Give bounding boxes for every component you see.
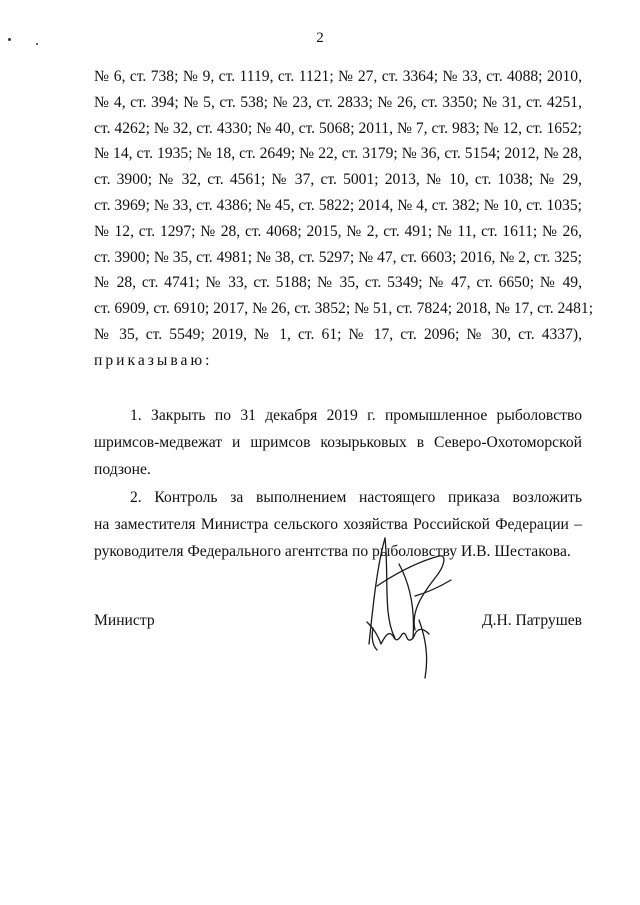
citation-line: ст. 3900; № 32, ст. 4561; № 37, ст. 5001; 2013, № 10, ст. 1038; № 29, bbox=[94, 171, 582, 189]
order-word: приказываю: bbox=[94, 351, 213, 369]
order-item-line: руководителя Федерального агентства по рыболовству И.В. Шестакова. bbox=[94, 543, 571, 560]
citation-line: № 6, ст. 738; № 9, ст. 1119, ст. 1121; № 27, ст. 3364; № 33, ст. 4088; 2010, bbox=[94, 68, 582, 85]
citation-line: ст. 6909, ст. 6910; 2017, № 26, ст. 3852; № 51, ст. 7824; 2018, № 17, ст. 2481; bbox=[94, 300, 594, 318]
handwritten-signature bbox=[355, 526, 465, 686]
order-item-line: 2. Контроль за выполнением настоящего приказа возложить bbox=[130, 489, 582, 506]
order-item-line: подзоне. bbox=[94, 461, 151, 478]
citation-line: ст. 4262; № 32, ст. 4330; № 40, ст. 5068; 2011, № 7, ст. 983; № 12, ст. 1652; bbox=[94, 119, 582, 137]
citation-line: № 28, ст. 4741; № 33, ст. 5188; № 35, ст. 5349; № 47, ст. 6650; № 49, bbox=[94, 274, 582, 292]
order-item-line: на заместителя Министра сельского хозяйства Российской Федерации – bbox=[94, 516, 582, 533]
page-number: 2 bbox=[316, 30, 324, 46]
order-item-1 bbox=[94, 402, 582, 483]
signature-block bbox=[0, 520, 640, 700]
order-item-line: шримсов-медвежат и шримсов козырьковых в Северо-Охотоморской bbox=[94, 434, 582, 451]
citation-line: № 35, ст. 5549; 2019, № 1, ст. 61; № 17, ст. 2096; № 30, ст. 4337), bbox=[94, 325, 582, 343]
signatory-title: Министр bbox=[94, 612, 155, 629]
signatory-name: Д.Н. Патрушев bbox=[481, 612, 582, 629]
legal-citations bbox=[94, 64, 594, 374]
citation-line: ст. 3969; № 33, ст. 4386; № 45, ст. 5822; 2014, № 4, ст. 382; № 10, ст. 1035; bbox=[94, 196, 582, 214]
citation-line: № 14, ст. 1935; № 18, ст. 2649; № 22, ст. 3179; № 36, ст. 5154; 2012, № 28, bbox=[94, 145, 582, 163]
order-item-line: 1. Закрыть по 31 декабря 2019 г. промышленное рыболовство bbox=[130, 407, 582, 424]
citation-line: № 4, ст. 394; № 5, ст. 538; № 23, ст. 2833; № 26, ст. 3350; № 31, ст. 4251, bbox=[94, 93, 582, 111]
citation-line: № 12, ст. 1297; № 28, ст. 4068; 2015, № 2, ст. 491; № 11, ст. 1611; № 26, bbox=[94, 222, 582, 240]
citation-line: ст. 3900; № 35, ст. 4981; № 38, ст. 5297; № 47, ст. 6603; 2016, № 2, ст. 325; bbox=[94, 248, 582, 266]
